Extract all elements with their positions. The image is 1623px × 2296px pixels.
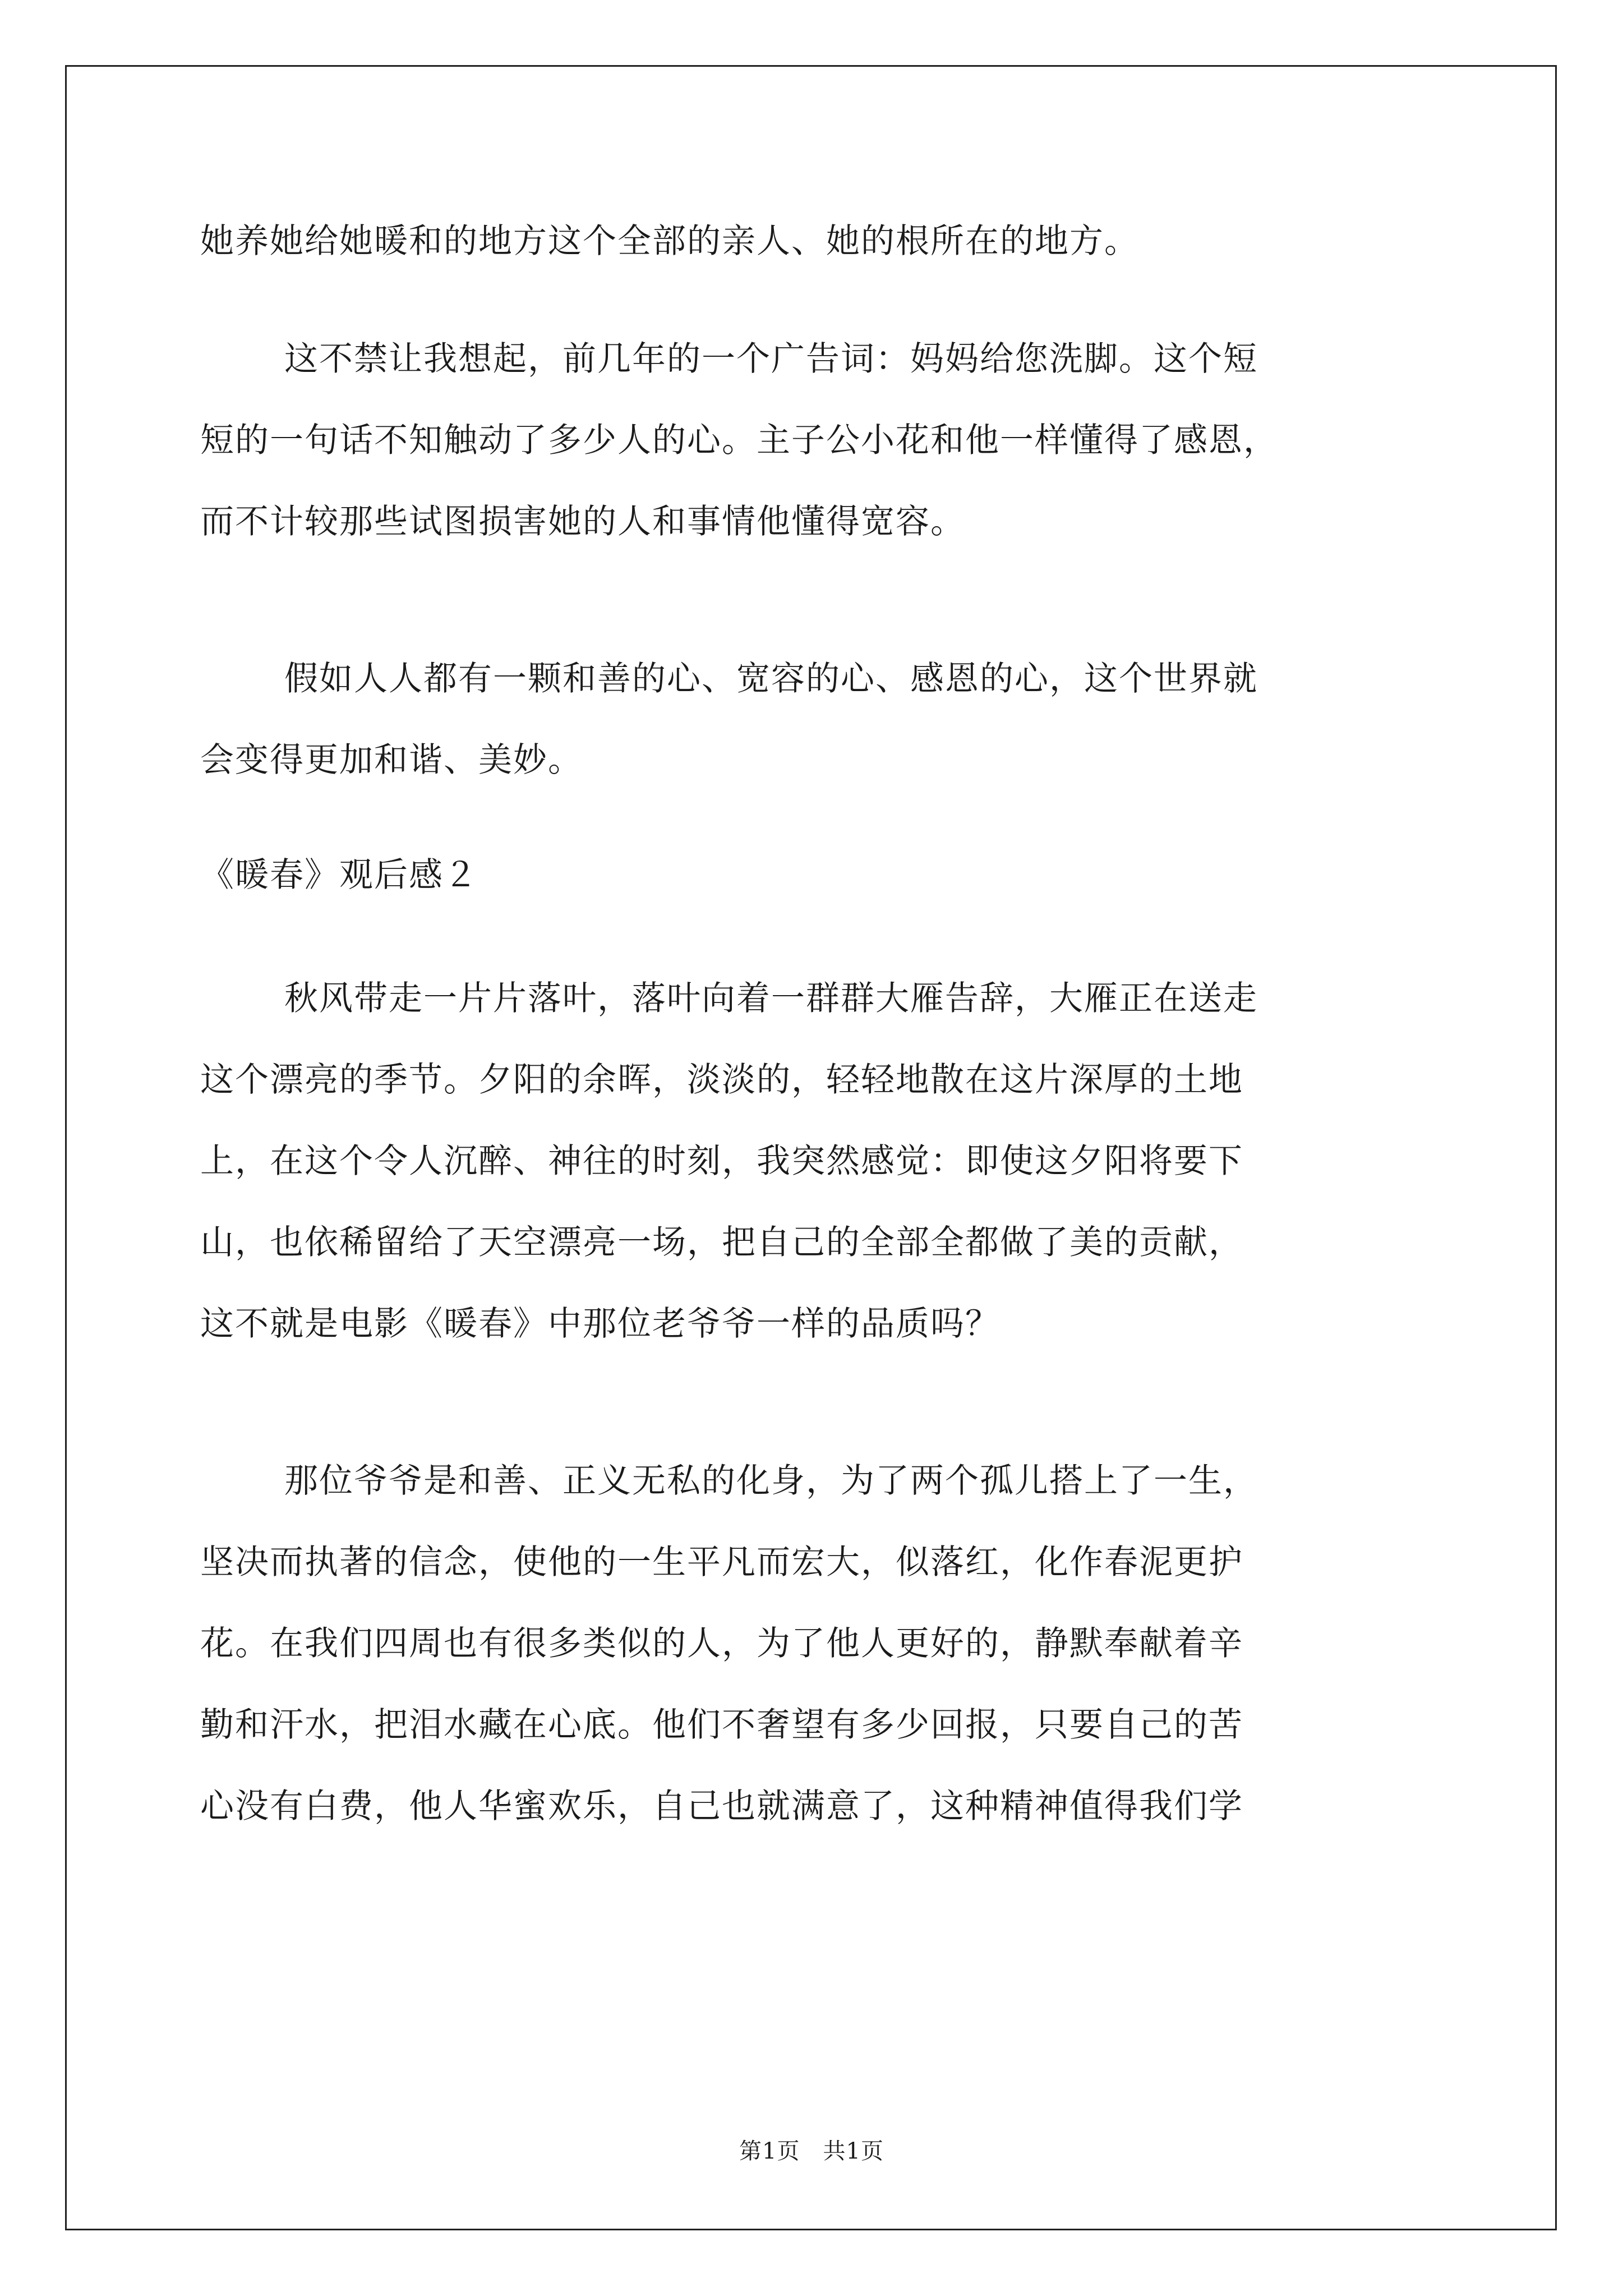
text-line: 短的一句话不知触动了多少人的心。主子公小花和他一样懂得了感恩， [200, 421, 1278, 460]
page-footer: 第1页 共1页 [739, 2138, 884, 2164]
section-heading: 《暖春》观后感２ [200, 855, 478, 895]
text-line: 这不就是电影《暖春》中那位老爷爷一样的品质吗？ [200, 1304, 1000, 1343]
text-line: 那位爷爷是和善、正义无私的化身，为了两个孤儿搭上了一生， [284, 1461, 1258, 1501]
text-line: 秋风带走一片片落叶，落叶向着一群群大雁告辞，大雁正在送走 [284, 979, 1258, 1018]
text-line: 心没有白费，他人华蜜欢乐，自己也就满意了，这种精神值得我们学 [200, 1787, 1243, 1826]
text-line: 上，在这个令人沉醉、神往的时刻，我突然感觉：即使这夕阳将要下 [200, 1142, 1243, 1181]
text-line: 这个漂亮的季节。夕阳的余晖，淡淡的，轻轻地散在这片深厚的土地 [200, 1060, 1243, 1099]
text-line: 而不计较那些试图损害她的人和事情他懂得宽容。 [200, 502, 965, 541]
text-line: 她养她给她暖和的地方这个全部的亲人、她的根所在的地方。 [200, 222, 1139, 261]
text-line: 勤和汗水，把泪水藏在心底。他们不奢望有多少回报，只要自己的苦 [200, 1705, 1243, 1745]
text-line: 坚决而执著的信念，使他的一生平凡而宏大，似落红，化作春泥更护 [200, 1543, 1243, 1582]
text-line: 会变得更加和谐、美妙。 [200, 740, 583, 780]
text-line: 花。在我们四周也有很多类似的人，为了他人更好的，静默奉献着辛 [200, 1624, 1243, 1663]
text-line: 这不禁让我想起，前几年的一个广告词：妈妈给您洗脚。这个短 [284, 339, 1258, 379]
text-line: 山，也依稀留给了天空漂亮一场，把自己的全部全都做了美的贡献， [200, 1223, 1243, 1262]
text-line: 假如人人都有一颗和善的心、宽容的心、感恩的心，这个世界就 [284, 659, 1258, 698]
